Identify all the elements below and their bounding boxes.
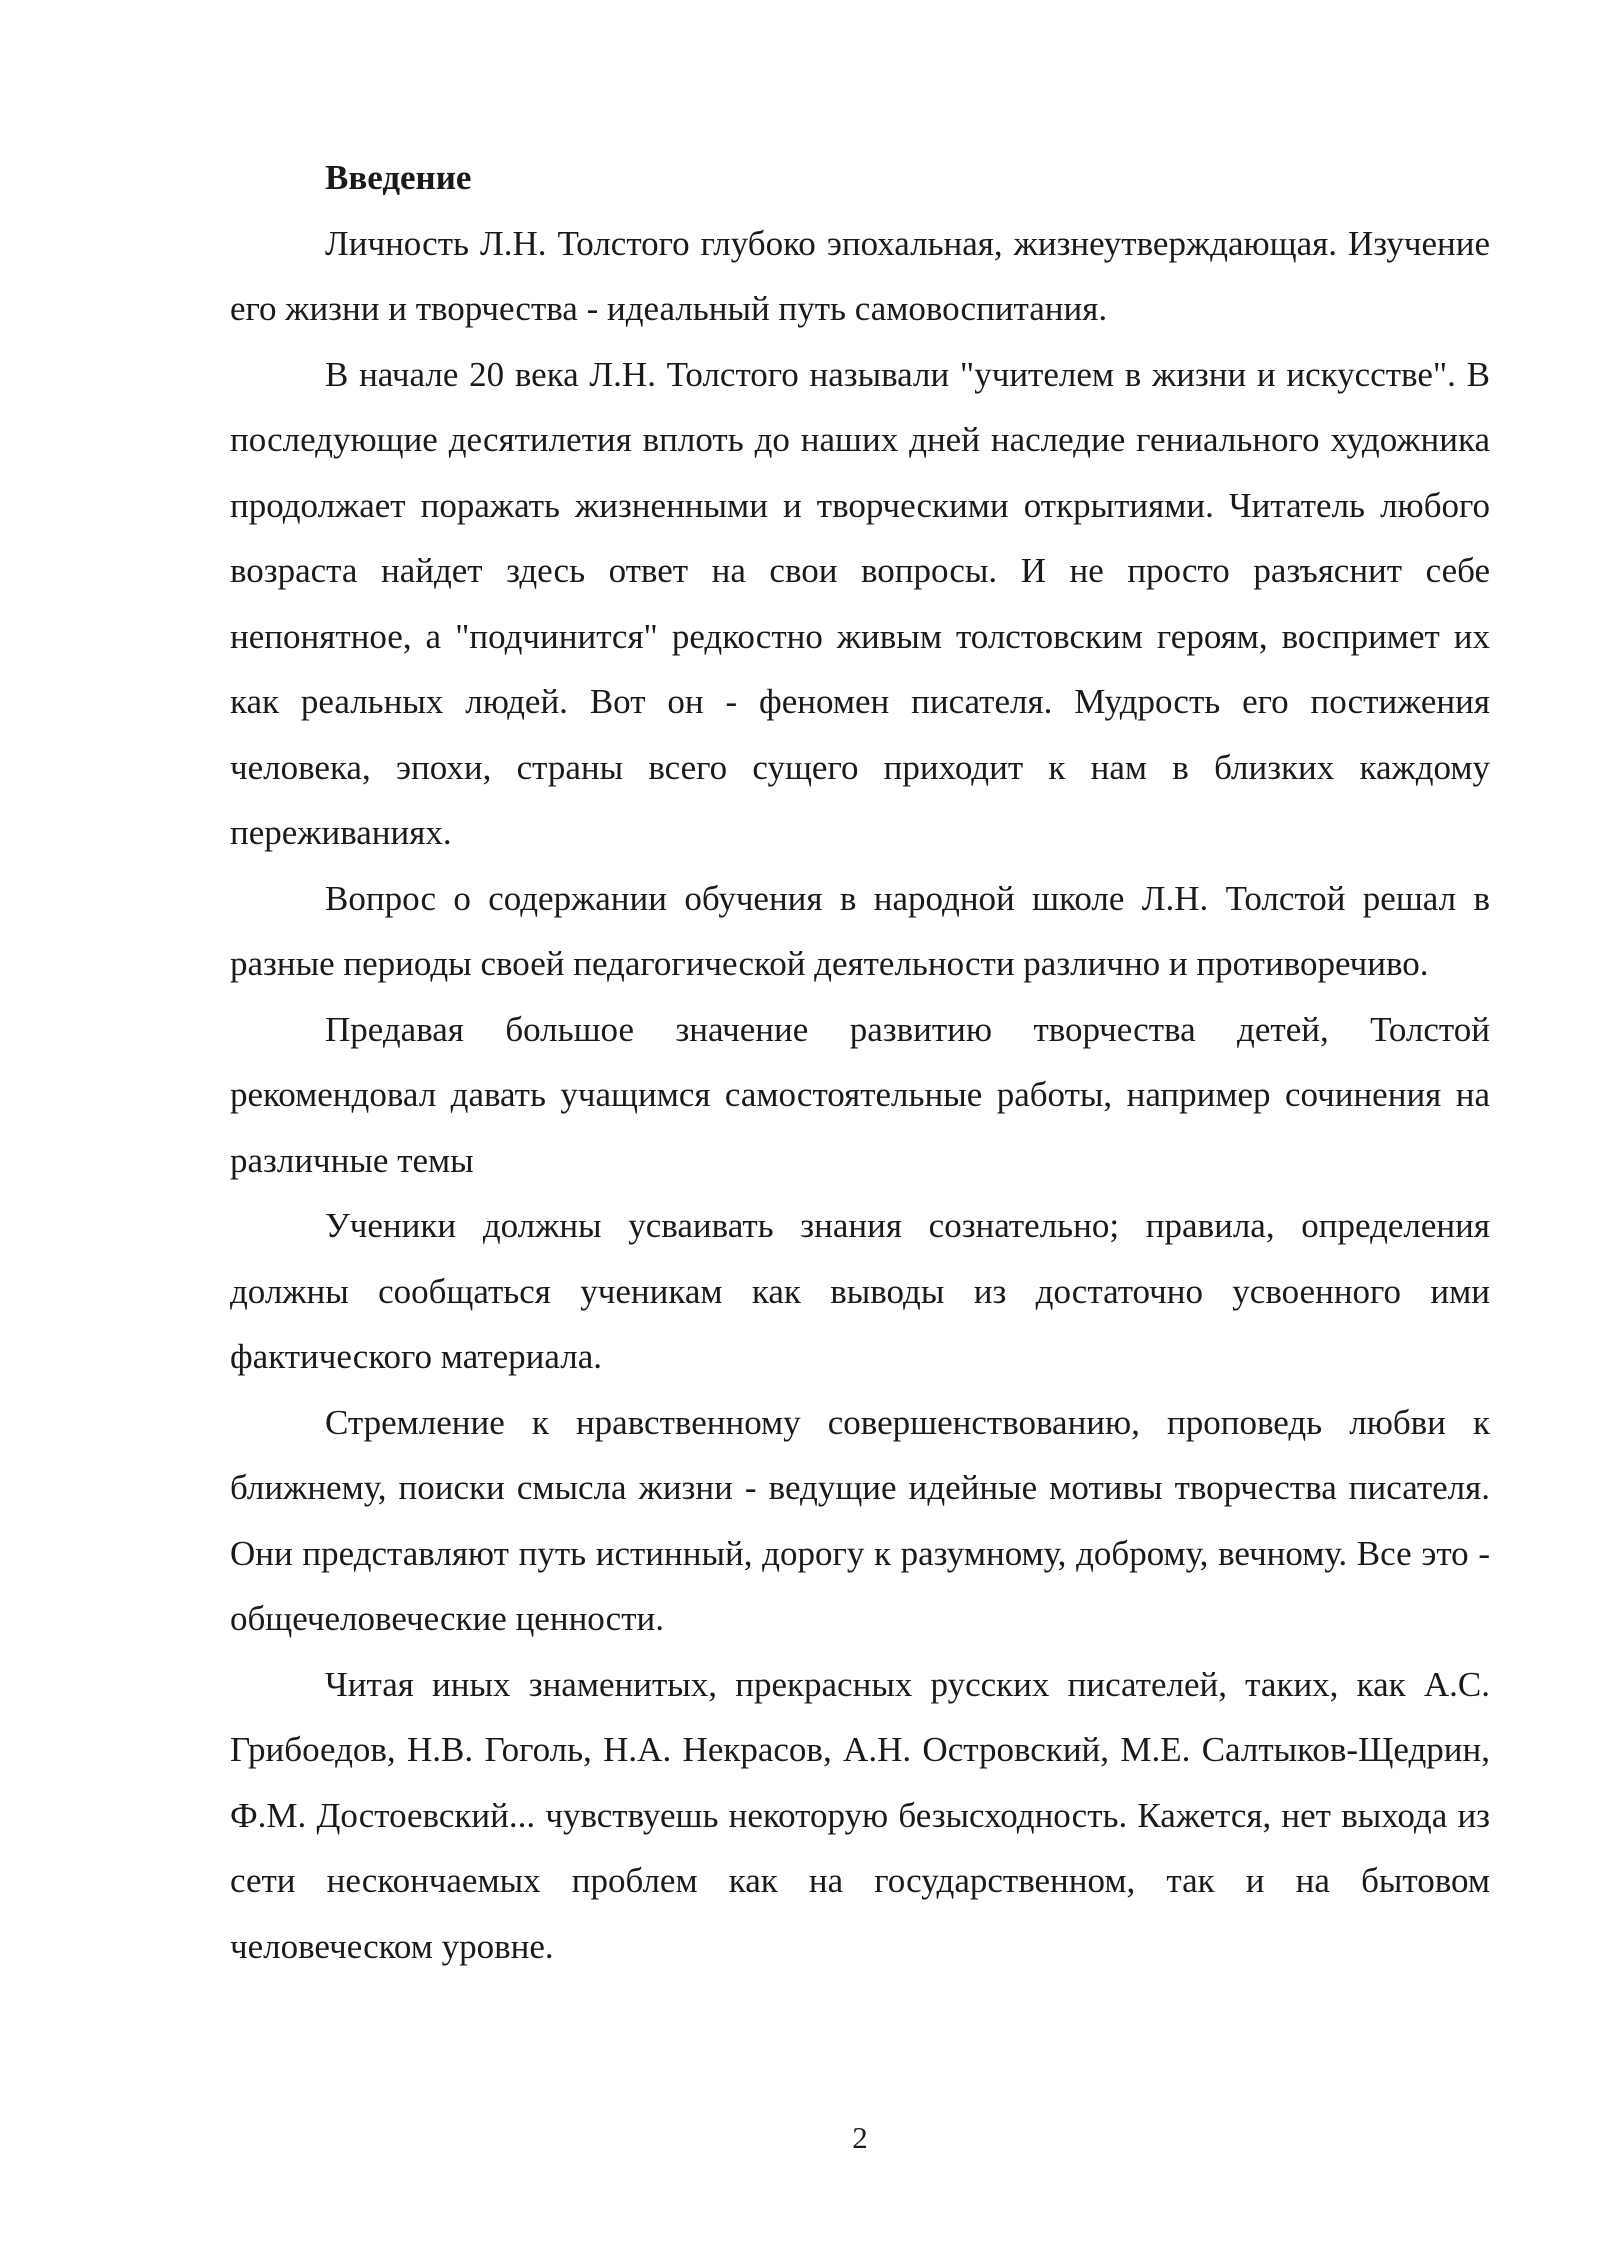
page-number: 2	[852, 2120, 868, 2155]
paragraph-2: В начале 20 века Л.Н. Толстого называли "учителем в жизни и искусстве". В последующие десятилетия вплоть до наших дней наследие гениального художника продолжает поражать жизненными и творческими открытиями. Читатель любого возраста найдет здесь ответ на свои вопросы. И не просто разъяснит себе непонятное, а "подчинится" редкостно живым толстовским героям, воспримет их как реальных людей. Вот он - феномен писателя. Мудрость его постижения человека, эпохи, страны всего сущего приходит к нам в близких каждому переживаниях.	[230, 354, 1490, 852]
paragraph-3: Вопрос о содержании обучения в народной школе Л.Н. Толстой решал в разные периоды своей педагогической деятельности различно и противоречиво.	[230, 878, 1490, 983]
paragraph-5: Ученики должны усваивать знания сознательно; правила, определения должны сообщаться ученикам как выводы из достаточно усвоенного ими фактического материала.	[230, 1206, 1490, 1376]
paragraph-4: Предавая большое значение развитию творчества детей, Толстой рекомендовал давать учащимся самостоятельные работы, например сочинения на различные темы	[230, 1009, 1490, 1180]
paragraph-1: Личность Л.Н. Толстого глубоко эпохальная, жизнеутверждающая. Изучение его жизни и творчества - идеальный путь самовоспитания.	[230, 223, 1490, 328]
paragraph-6: Стремление к нравственному совершенствованию, проповедь любви к ближнему, поиски смысла жизни - ведущие идейные мотивы творчества писателя. Они представляют путь истинный, дорогу к разумному, доброму, вечному. Все это - общечеловеческие ценности.	[230, 1402, 1490, 1638]
document-body	[230, 145, 1490, 1979]
paragraph-7: Читая иных знаменитых, прекрасных русских писателей, таких, как А.С. Грибоедов, Н.В. Гоголь, Н.А. Некрасов, А.Н. Островский, М.Е. Салтыков-Щедрин, Ф.М. Достоевский... чувствуешь некоторую безысходность. Кажется, нет выхода из сети нескончаемых проблем как на государственном, так и на бытовом человеческом уровне.	[230, 1664, 1490, 1966]
section-heading: Введение	[325, 158, 472, 197]
